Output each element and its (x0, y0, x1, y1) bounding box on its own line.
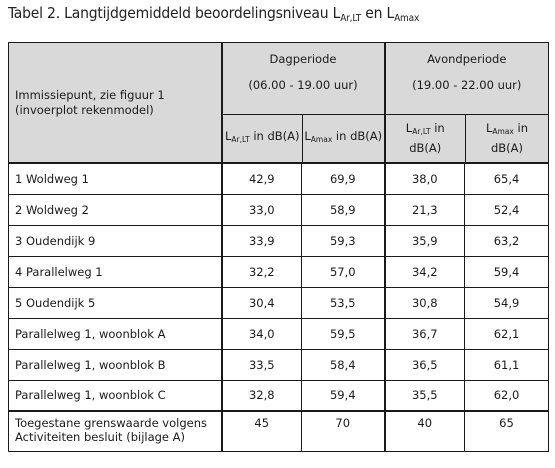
row-day-lar: 33,5 (222, 349, 302, 380)
table-row (9, 194, 549, 225)
day-lamax-header: $L_{Amax}$ in dB(A) (303, 114, 384, 162)
limit-day-lamax: 70 (302, 411, 385, 451)
row-evening-lamax: 65,4 (465, 163, 549, 194)
row-day-lamax: 69,9 (302, 163, 385, 194)
row-day-lar: 30,4 (222, 287, 302, 318)
location-header-line1: Immissiepunt, zie figuur 1 (15, 87, 165, 102)
row-evening-lamax: 54,9 (465, 287, 549, 318)
row-location: 1 Woldweg 1 (9, 163, 222, 194)
day-period-title: Dagperiode (269, 52, 337, 66)
caption-prefix: Tabel 2. Langtijdgemiddeld beoordelingsniveau L (8, 4, 341, 22)
row-evening-lar: 35,9 (385, 225, 465, 256)
row-day-lar: 33,9 (222, 225, 302, 256)
location-header-line2: (invoerplot rekenmodel) (15, 102, 154, 117)
row-evening-lamax: 59,4 (465, 256, 549, 287)
row-day-lamax: 57,0 (302, 256, 385, 287)
row-location: Parallelweg 1, woonblok C (9, 380, 222, 411)
row-day-lamax: 53,5 (302, 287, 385, 318)
table-row (9, 380, 549, 411)
evening-lamax-header: $L_{Amax}$ in dB(A) (466, 114, 549, 162)
row-day-lar: 33,0 (222, 194, 302, 225)
row-day-lamax: 59,4 (302, 380, 385, 411)
day-period-header (222, 43, 385, 164)
day-period-time: (06.00 - 19.00 uur) (248, 78, 358, 92)
row-evening-lamax: 61,1 (465, 349, 549, 380)
table-row (9, 163, 549, 194)
day-lar-header: $L_{Ar,LT}$ in dB(A) (223, 114, 303, 162)
evening-period-title-cell (386, 43, 549, 114)
row-evening-lamax: 62,0 (465, 380, 549, 411)
row-day-lar: 32,8 (222, 380, 302, 411)
caption-middle: en L (361, 4, 395, 22)
row-day-lar: 32,2 (222, 256, 302, 287)
row-location: 5 Oudendijk 5 (9, 287, 222, 318)
limit-evening-lamax: 65 (465, 411, 549, 451)
caption-sub-lamax: Amax (394, 13, 420, 24)
table-row (9, 287, 549, 318)
row-evening-lamax: 52,4 (465, 194, 549, 225)
limit-values-row (9, 411, 549, 451)
row-evening-lar: 21,3 (385, 194, 465, 225)
table-row (9, 225, 549, 256)
table-caption (8, 4, 419, 24)
row-location: Parallelweg 1, woonblok B (9, 349, 222, 380)
row-day-lar: 34,0 (222, 318, 302, 349)
row-day-lar: 42,9 (222, 163, 302, 194)
table-row (9, 318, 549, 349)
noise-level-table (8, 42, 549, 452)
limit-label-line1: Toegestane grenswaarde volgens (15, 416, 208, 430)
row-location: Parallelweg 1, woonblok A (9, 318, 222, 349)
row-evening-lar: 30,8 (385, 287, 465, 318)
row-evening-lar: 38,0 (385, 163, 465, 194)
limit-evening-lar: 40 (385, 411, 465, 451)
limit-day-lar: 45 (222, 411, 302, 451)
caption-sub-lar: Ar,LT (340, 13, 362, 24)
evening-period-time: (19.00 - 22.00 uur) (412, 78, 522, 92)
evening-lar-header: $L_{Ar,LT}$ in dB(A) (386, 114, 466, 162)
table-header-row (9, 43, 549, 164)
row-location: 3 Oudendijk 9 (9, 225, 222, 256)
row-day-lamax: 59,5 (302, 318, 385, 349)
row-evening-lar: 36,5 (385, 349, 465, 380)
day-period-title-cell (223, 43, 384, 114)
limit-label-line2: Activiteiten besluit (bijlage A) (15, 430, 186, 444)
row-evening-lar: 35,5 (385, 380, 465, 411)
row-evening-lamax: 62,1 (465, 318, 549, 349)
row-location: 2 Woldweg 2 (9, 194, 222, 225)
evening-period-title: Avondperiode (427, 52, 507, 66)
location-column-header (9, 43, 222, 164)
table-row (9, 256, 549, 287)
row-day-lamax: 59,3 (302, 225, 385, 256)
row-day-lamax: 58,4 (302, 349, 385, 380)
row-evening-lamax: 63,2 (465, 225, 549, 256)
row-location: 4 Parallelweg 1 (9, 256, 222, 287)
row-evening-lar: 34,2 (385, 256, 465, 287)
row-evening-lar: 36,7 (385, 318, 465, 349)
row-day-lamax: 58,9 (302, 194, 385, 225)
evening-period-header (385, 43, 549, 164)
table-row (9, 349, 549, 380)
limit-values-label (9, 411, 222, 451)
